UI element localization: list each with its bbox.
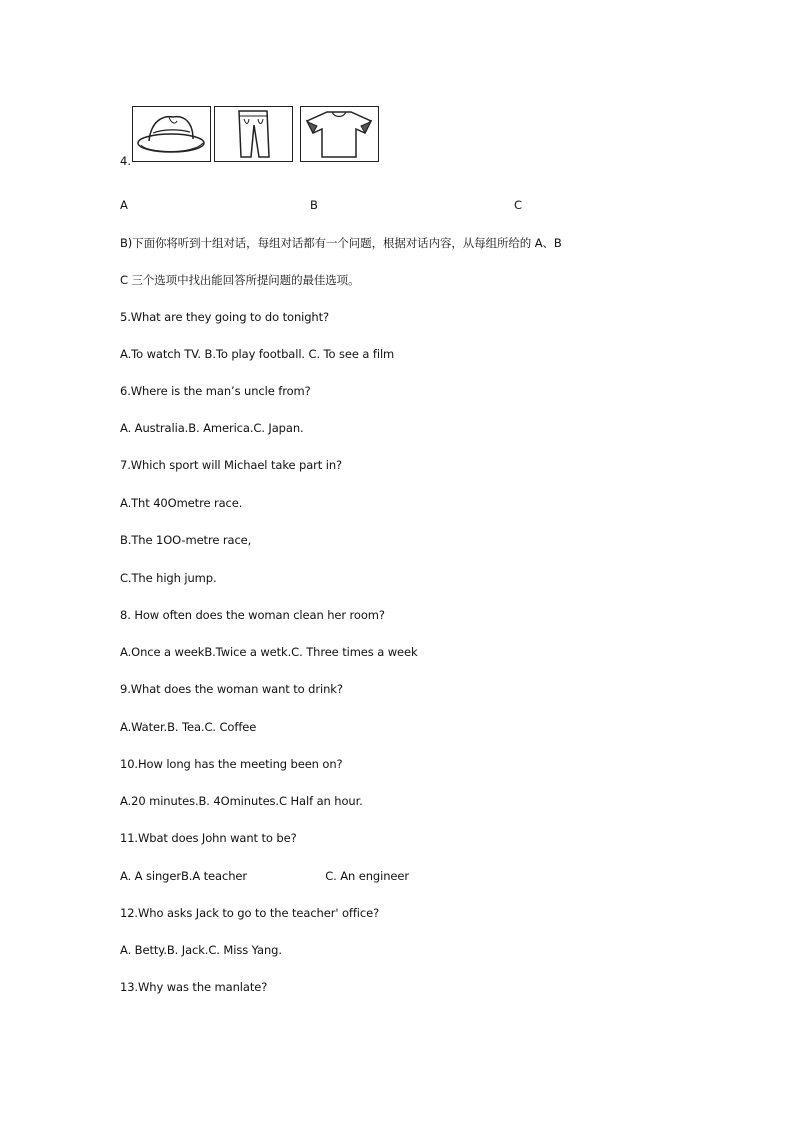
section-b-instructions-line2: C 三个选项中找出能回答所提问题的最佳选项。 bbox=[120, 273, 360, 287]
question-12-options: A. Betty.B. Jack.C. Miss Yang. bbox=[120, 943, 282, 957]
question-7: 7.Which sport will Michael take part in? bbox=[120, 458, 343, 472]
question-11-options: A. A singerB.A teacher C. An engineer bbox=[120, 869, 409, 883]
question-7-option-c: C.The high jump. bbox=[120, 571, 217, 585]
question-8-options: A.Once a weekB.Twice a wetk.C. Three times a week bbox=[120, 645, 418, 659]
question-10: 10.How long has the meeting been on? bbox=[120, 757, 343, 771]
question-7-option-a: A.Tht 40Ometre race. bbox=[120, 496, 243, 510]
question-12: 12.Who asks Jack to go to the teacher' office? bbox=[120, 906, 380, 920]
question-5: 5.What are they going to do tonight? bbox=[120, 310, 330, 324]
question-5-options: A.To watch TV. B.To play football. C. To see a film bbox=[120, 347, 395, 361]
hat-icon bbox=[132, 106, 211, 162]
question-8: 8. How often does the woman clean her room? bbox=[120, 608, 385, 622]
trousers-icon bbox=[214, 106, 293, 162]
option-b-label: B bbox=[310, 198, 318, 212]
question-10-options: A.20 minutes.B. 4Ominutes.C Half an hour. bbox=[120, 794, 363, 808]
question-7-option-b: B.The 1OO-metre race, bbox=[120, 533, 252, 547]
question-6-options: A. Australia.B. America.C. Japan. bbox=[120, 421, 304, 435]
tshirt-icon bbox=[300, 106, 379, 162]
section-b-instructions-line1: B)下面你将听到十组对话，每组对话都有一个问题，根据对话内容，从每组所给的 A、B bbox=[120, 236, 562, 250]
question-9: 9.What does the woman want to drink? bbox=[120, 682, 343, 696]
question-number: 4. bbox=[120, 154, 131, 168]
option-c-label: C bbox=[514, 198, 523, 212]
question-6: 6.Where is the man’s uncle from? bbox=[120, 384, 311, 398]
option-a-label: A bbox=[120, 198, 128, 212]
question-13: 13.Why was the manlate? bbox=[120, 980, 268, 994]
question-11: 11.Wbat does John want to be? bbox=[120, 831, 297, 845]
question-9-options: A.Water.B. Tea.C. Coffee bbox=[120, 720, 257, 734]
